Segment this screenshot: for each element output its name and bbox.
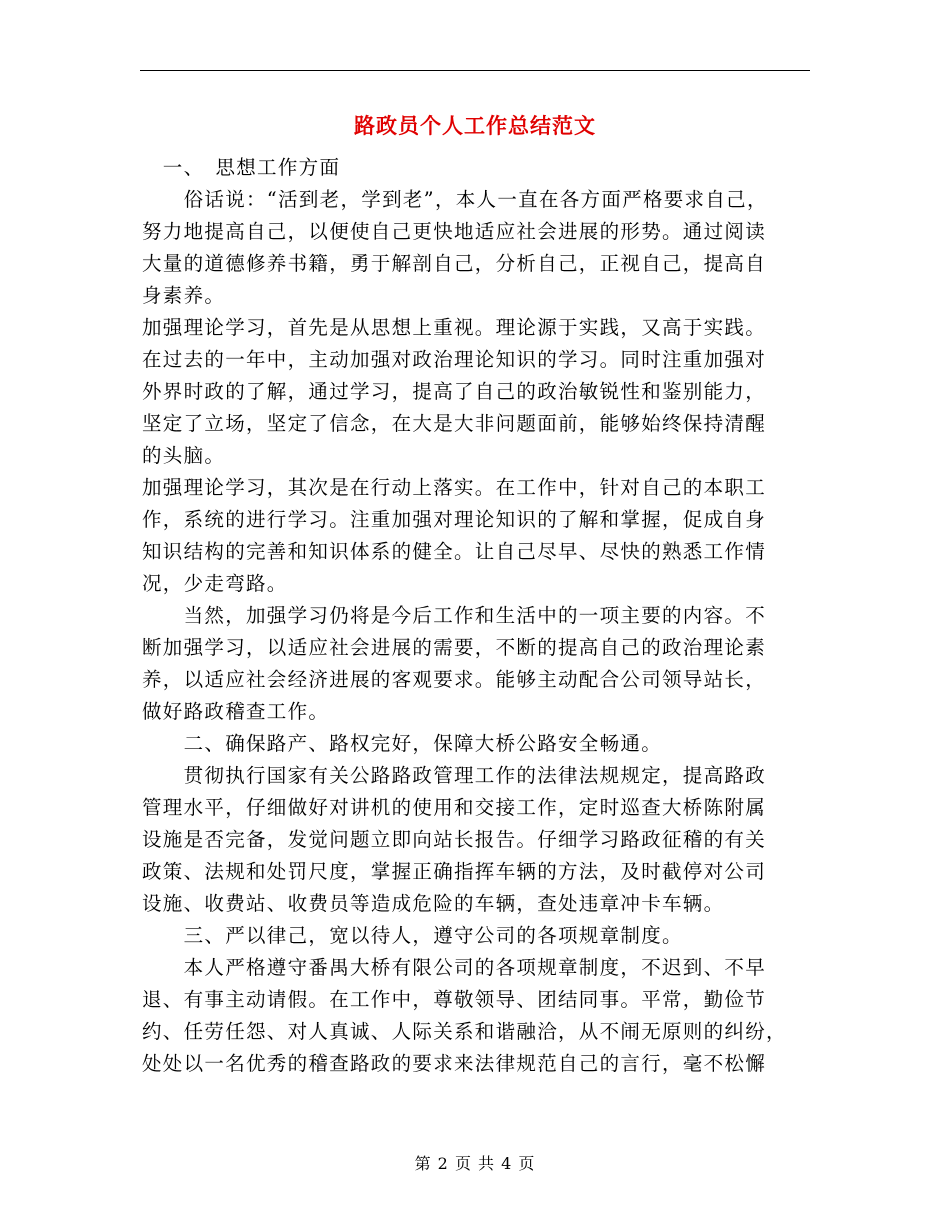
- paragraph-line: 身素养。: [142, 284, 226, 307]
- paragraph-line: 设施是否完备，发觉问题立即向站长报告。仔细学习路政征稽的有关: [142, 828, 767, 851]
- paragraph-line: 处处以一名优秀的稽查路政的要求来法律规范自己的言行，毫不松懈: [142, 1052, 767, 1075]
- paragraph-line: 管理水平，仔细做好对讲机的使用和交接工作，定时巡查大桥陈附属: [142, 796, 767, 819]
- page-footer: 第 2 页 共 4 页: [414, 1154, 536, 1173]
- paragraph-line: 俗话说：“活到老，学到老”，本人一直在各方面严格要求自己，: [142, 188, 768, 211]
- paragraph-line: 大量的道德修养书籍，勇于解剖自己，分析自己，正视自己，提高自: [142, 252, 767, 275]
- paragraph-line: 二、确保路产、路权完好，保障大桥公路安全畅通。: [142, 732, 663, 755]
- paragraph-line: 的头脑。: [142, 444, 226, 467]
- paragraph-line: 断加强学习，以适应社会进展的需要，不断的提高自己的政治理论素: [142, 636, 767, 659]
- paragraph-line: 贯彻执行国家有关公路路政管理工作的法律法规规定，提高路政: [142, 764, 767, 787]
- paragraph-line: 设施、收费站、收费员等造成危险的车辆，查处违章冲卡车辆。: [142, 892, 725, 915]
- header-rule: [140, 70, 810, 71]
- paragraph-line: 加强理论学习，首先是从思想上重视。理论源于实践，又高于实践。: [142, 316, 767, 339]
- document-title: 路政员个人工作总结范文: [354, 114, 596, 138]
- paragraph-line: 在过去的一年中，主动加强对政治理论知识的学习。同时注重加强对: [142, 348, 767, 371]
- paragraph-line: 三、严以律己，宽以待人，遵守公司的各项规章制度。: [142, 924, 683, 947]
- paragraph-line: 坚定了立场，坚定了信念，在大是大非问题面前，能够始终保持清醒: [142, 412, 767, 435]
- paragraph-line: 加强理论学习，其次是在行动上落实。在工作中，针对自己的本职工: [142, 476, 767, 499]
- paragraph-line: 努力地提高自己，以便使自己更快地适应社会进展的形势。通过阅读: [142, 220, 767, 243]
- document-body: [142, 152, 810, 1080]
- paragraph-line: 退、有事主动请假。在工作中，尊敬领导、团结同事。平常，勤俭节: [142, 988, 767, 1011]
- paragraph-line: 作，系统的进行学习。注重加强对理论知识的了解和掌握，促成自身: [142, 508, 767, 531]
- paragraph-line: 约、任劳任怨、对人真诚、人际关系和谐融洽，从不闹无原则的纠纷，: [142, 1020, 787, 1043]
- paragraph-line: 况，少走弯路。: [142, 572, 288, 595]
- paragraph-line: 政策、法规和处罚尺度，掌握正确指挥车辆的方法，及时截停对公司: [142, 860, 767, 883]
- paragraph-line: 知识结构的完善和知识体系的健全。让自己尽早、尽快的熟悉工作情: [142, 540, 767, 563]
- paragraph-line: 做好路政稽查工作。: [142, 700, 330, 723]
- paragraph-line: 本人严格遵守番禺大桥有限公司的各项规章制度，不迟到、不早: [142, 956, 767, 979]
- paragraph-line: 养，以适应社会经济进展的客观要求。能够主动配合公司领导站长，: [142, 668, 767, 691]
- paragraph-line: 一、 思想工作方面: [142, 156, 341, 179]
- paragraph-line: 当然，加强学习仍将是今后工作和生活中的一项主要的内容。不: [142, 604, 767, 627]
- paragraph-line: 外界时政的了解，通过学习，提高了自己的政治敏锐性和鉴别能力，: [142, 380, 767, 403]
